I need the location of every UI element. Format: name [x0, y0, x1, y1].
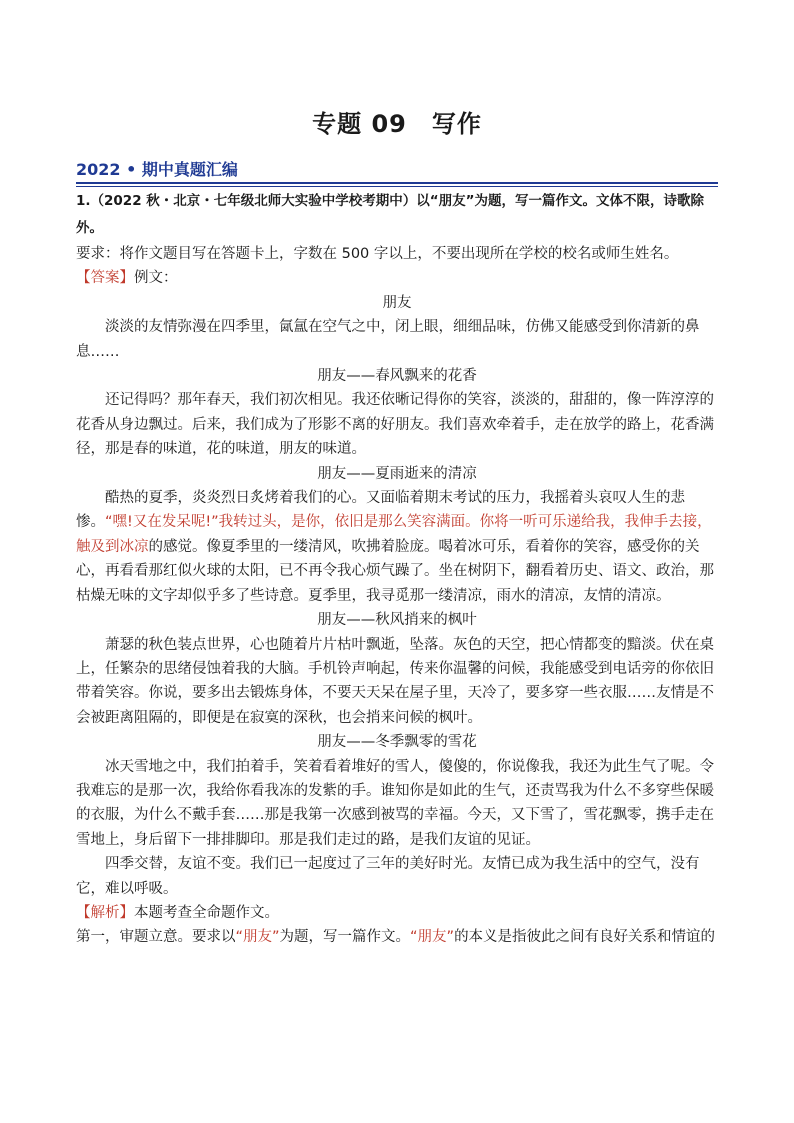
essay-intro: 淡淡的友情弥漫在四季里，氤氲在空气之中，闭上眼，细细品味，仿佛又能感受到你清新的鼻息……	[76, 319, 700, 360]
summer-text-highlight: “嘿!又在发呆呢!”我转过头，是你，依旧是那么笑容满面。你将一听可乐递给我，我伸手去接，触及到冰凉	[76, 514, 712, 555]
summer-text-end: 的感觉。像夏季里的一缕清风，吹拂着脸庞。喝着冰可乐，看着你的笑容，感受你的关心，再看看那红似火球的太阳，已不再令我心烦气躁了。坐在树阴下，翻看着历史、语文、政治，那枯燥无味的文字却似乎多了些诗意。夏季里，我寻觅那一缕清凉，雨水的清凉，友情的清凉。	[76, 538, 714, 604]
analysis-line	[76, 901, 718, 925]
analysis-quote-2: “朋友”	[410, 929, 455, 946]
answer-intro-text: 例文：	[134, 270, 178, 287]
question-text: 1.（2022 秋・北京・七年级北师大实验中学校考期中）以“朋友”为题，写一篇作文。文体不限，诗歌除外。	[76, 193, 705, 236]
spring-heading: 朋友——春风飘来的花香	[317, 368, 477, 385]
summer-text-start: 酷热的夏季，炎炎烈日炙烤着我们的心。又面临着期末考试的压力，我摇着头哀叹人生的悲惨。	[76, 490, 685, 531]
section-heading-text: 2022 • 期中真题汇编	[76, 160, 238, 179]
page-title: 专题 09 写作	[312, 110, 482, 138]
answer-label: 【答案】	[76, 270, 134, 287]
winter-heading: 朋友——冬季飘零的雪花	[317, 734, 477, 751]
answer-line	[76, 266, 718, 290]
summer-paragraph	[76, 486, 718, 608]
autumn-paragraph: 萧瑟的秋色装点世界，心也随着片片枯叶飘逝，坠落。灰色的天空，把心情都变的黯淡。伏在桌上，任繁杂的思绪侵蚀着我的大脑。手机铃声响起，传来你温馨的问候，我能感受到电话旁的你依旧带着笑容。你说，要多出去锻炼身体，不要天天呆在屋子里，天冷了，要多穿一些衣服……友情是不会被距离阻隔的，即便是在寂寞的深秋，也会捎来问候的枫叶。	[76, 636, 714, 726]
document-body	[76, 188, 718, 950]
summer-heading: 朋友——夏雨逝来的清凉	[317, 465, 477, 482]
analysis-text: 本题考查全命题作文。	[134, 904, 279, 921]
analysis-first-point	[76, 925, 718, 949]
conclusion-paragraph: 四季交替，友谊不变。我们已一起度过了三年的美好时光。友情已成为我生活中的空气，没有它，难以呼吸。	[76, 856, 700, 897]
analysis-quote-1: “朋友”	[235, 929, 280, 946]
winter-paragraph: 冰天雪地之中，我们拍着手，笑着看着堆好的雪人，傻傻的，你说像我，我还为此生气了呢。令我难忘的是那一次，我给你看我冻的发紫的手。谁知你是如此的生气，还责骂我为什么不多穿些保暖的衣服，为什么不戴手套……那是我第一次感到被骂的幸福。今天，又下雪了，雪花飘零，携手走在雪地上，身后留下一排排脚印。那是我们走过的路，是我们友谊的见证。	[76, 758, 714, 848]
analysis-first-end: 的本义是指彼此之间有良好关系和情谊的	[454, 929, 716, 946]
analysis-first-mid: 为题，写一篇作文。	[279, 929, 411, 946]
analysis-first-start: 第一，审题立意。要求以	[76, 929, 236, 946]
analysis-label: 【解析】	[76, 904, 134, 921]
autumn-heading: 朋友——秋风捎来的枫叶	[317, 612, 477, 629]
essay-title: 朋友	[382, 294, 412, 311]
question-requirement: 要求：将作文题目写在答题卡上，字数在 500 字以上，不要出现所在学校的校名或师生姓名。	[76, 246, 679, 262]
spring-paragraph: 还记得吗？那年春天，我们初次相见。我还依晰记得你的笑容，淡淡的，甜甜的，像一阵淳淳的花香从身边飘过。后来，我们成为了形影不离的好朋友。我们喜欢牵着手，走在放学的路上，花香满径，那是春的味道，花的味道，朋友的味道。	[76, 392, 714, 458]
section-heading	[76, 160, 718, 184]
